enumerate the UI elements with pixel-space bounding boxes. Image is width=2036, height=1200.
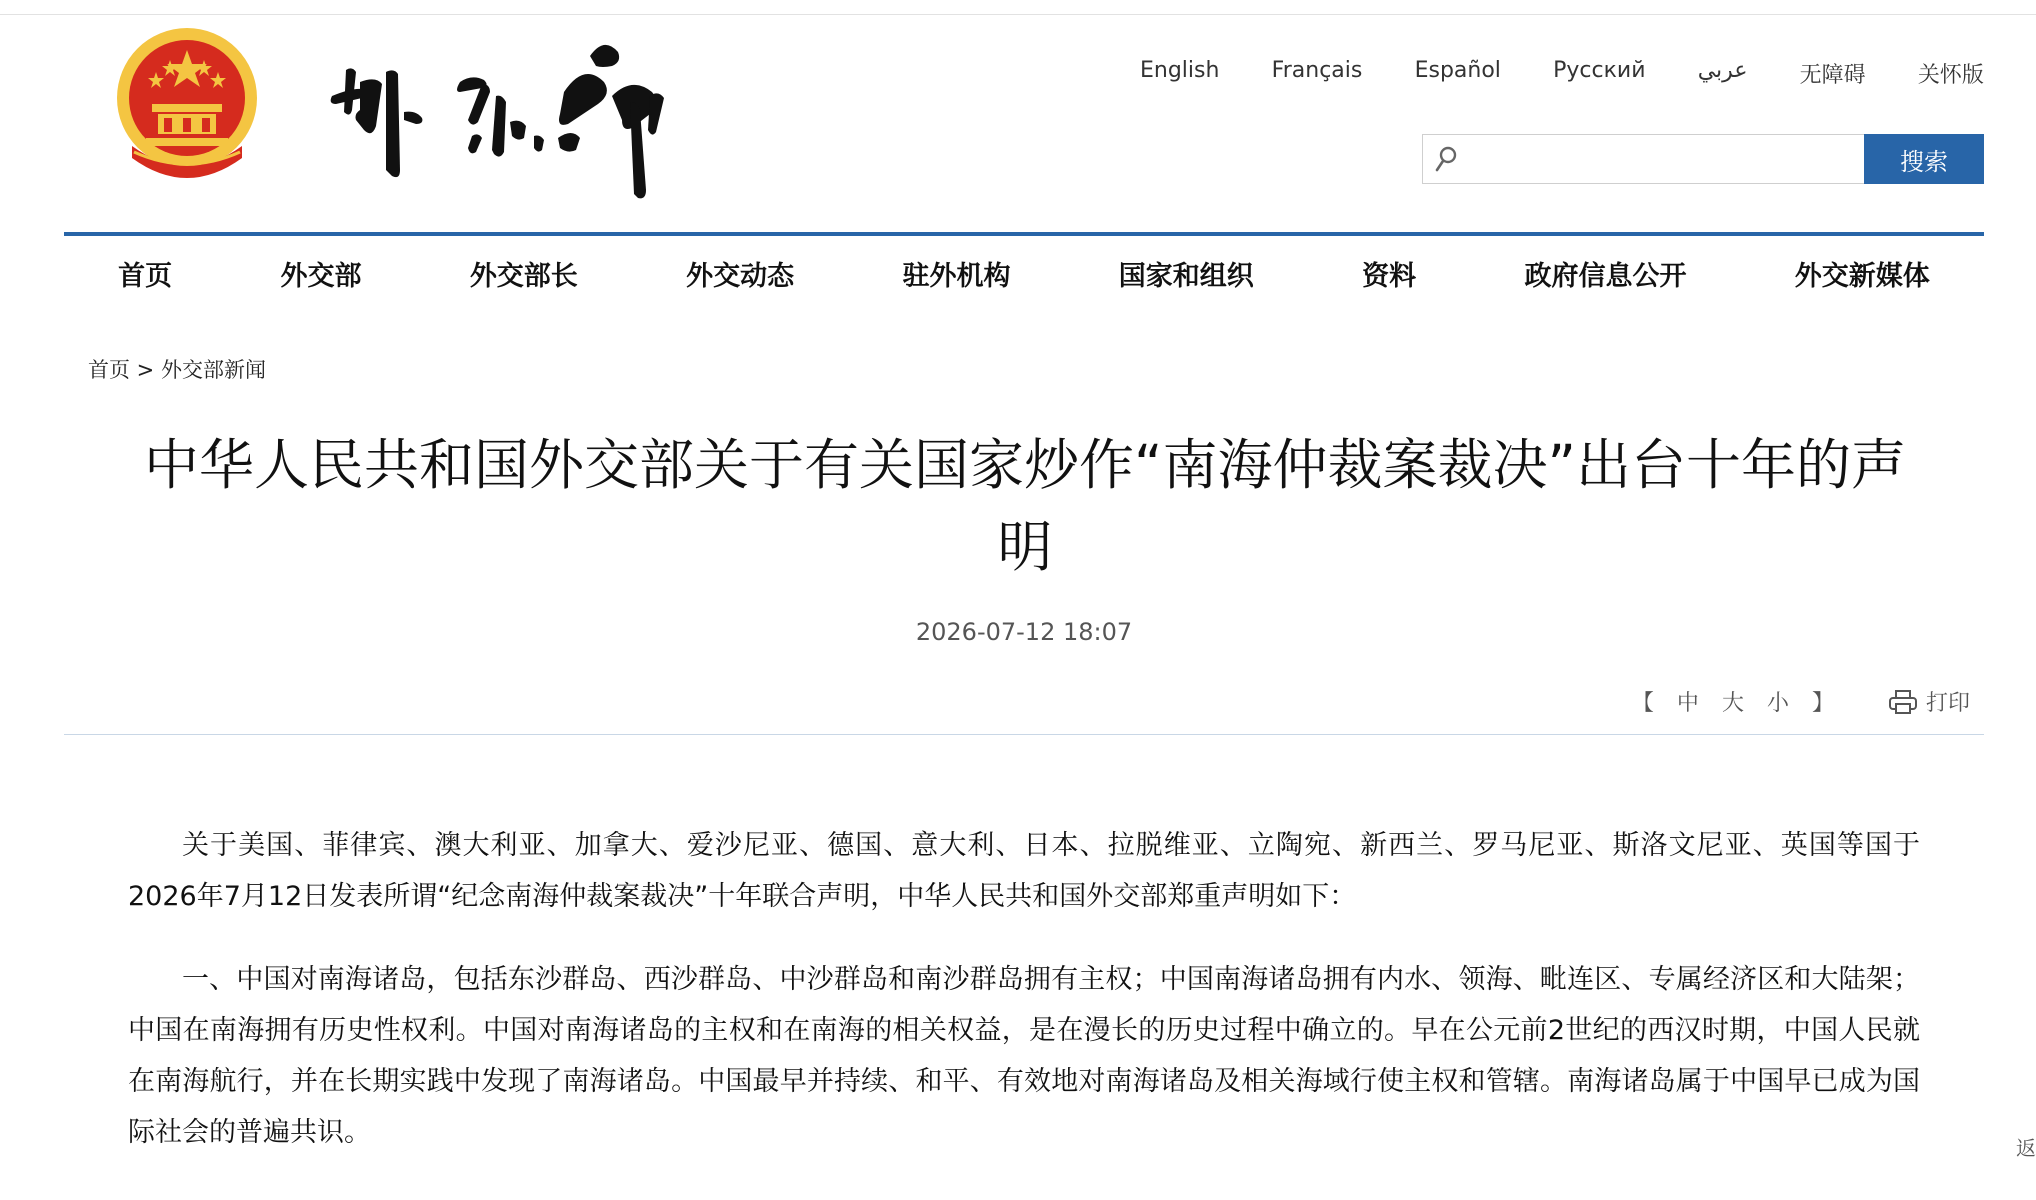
nav-item-minister[interactable]: 外交部长: [469, 261, 578, 292]
breadcrumb-current-link[interactable]: 外交部新闻: [160, 358, 266, 382]
ministry-calligraphy-logo[interactable]: [320, 26, 680, 212]
search-button[interactable]: 搜索: [1864, 134, 1984, 184]
bracket-close: 】: [1811, 691, 1834, 716]
lang-french-link[interactable]: Français: [1271, 58, 1363, 83]
nav-item-gov-info[interactable]: 政府信息公开: [1524, 261, 1687, 292]
font-size-controls: [1624, 686, 1842, 717]
nav-item-resources[interactable]: 资料: [1362, 261, 1417, 292]
article-paragraph: 关于美国、菲律宾、澳大利亚、加拿大、爱沙尼亚、德国、意大利、日本、拉脱维亚、立陶宛、新西兰、罗马尼亚、斯洛文尼亚、英国等国于2026年7月12日发表所谓“纪念南海仲裁案裁决”十年联合声明，中华人民共和国外交部郑重声明如下：: [128, 830, 1920, 912]
nav-item-home[interactable]: 首页: [118, 261, 173, 292]
article-divider: [64, 734, 1984, 735]
printer-icon: [1888, 689, 1918, 715]
breadcrumb-separator: >: [130, 358, 161, 382]
header-divider: [64, 232, 1984, 236]
article-body: [128, 820, 1920, 1190]
main-nav: [64, 254, 1984, 293]
bracket-open: 【: [1631, 691, 1654, 716]
article-tools: [1624, 686, 1970, 717]
national-emblem-icon[interactable]: [112, 26, 262, 182]
lang-english-link[interactable]: English: [1140, 58, 1220, 83]
language-bar: [1140, 58, 1984, 89]
search-input[interactable]: [1459, 136, 1864, 182]
search-field: [1422, 134, 1864, 184]
nav-item-ministry[interactable]: 外交部: [280, 261, 362, 292]
lang-russian-link[interactable]: Русский: [1553, 58, 1646, 83]
elderly-care-link[interactable]: 关怀版: [1917, 63, 1984, 88]
search-icon: [1433, 144, 1459, 174]
search-bar: [1422, 134, 1984, 184]
breadcrumb-home-link[interactable]: 首页: [88, 358, 130, 382]
print-button[interactable]: [1888, 686, 1970, 717]
nav-item-new-media[interactable]: 外交新媒体: [1794, 261, 1930, 292]
lang-spanish-link[interactable]: Español: [1414, 58, 1501, 83]
nav-item-missions-abroad[interactable]: 驻外机构: [902, 261, 1011, 292]
font-large-button[interactable]: 大: [1721, 691, 1744, 716]
lang-arabic-link[interactable]: عربي: [1697, 58, 1748, 83]
breadcrumb: [88, 354, 266, 384]
top-border: [0, 0, 2036, 15]
article-datetime: 2026-07-12 18:07: [915, 618, 1133, 646]
font-medium-button[interactable]: 中: [1676, 691, 1699, 716]
nav-item-countries-organizations[interactable]: 国家和组织: [1118, 261, 1254, 292]
nav-item-diplomatic-news[interactable]: 外交动态: [686, 261, 795, 292]
accessibility-link[interactable]: 无障碍: [1799, 63, 1866, 88]
article-title: 中华人民共和国外交部关于有关国家炒作“南海仲裁案裁决”出台十年的声明: [144, 433, 1906, 579]
print-label: 打印: [1925, 691, 1970, 716]
back-to-top-button[interactable]: 返: [2016, 1136, 2036, 1160]
article-paragraph: 一、中国对南海诸岛，包括东沙群岛、西沙群岛、中沙群岛和南沙群岛拥有主权；中国南海诸岛拥有内水、领海、毗连区、专属经济区和大陆架；中国在南海拥有历史性权利。中国对南海诸岛的主权和在南海的相关权益，是在漫长的历史过程中确立的。早在公元前2世纪的西汉时期，中国人民就在南海航行，并在长期实践中发现了南海诸岛。中国最早并持续、和平、有效地对南海诸岛及相关海域行使主权和管辖。南海诸岛属于中国早已成为国际社会的普遍共识。: [128, 964, 1920, 1148]
font-small-button[interactable]: 小: [1766, 691, 1789, 716]
